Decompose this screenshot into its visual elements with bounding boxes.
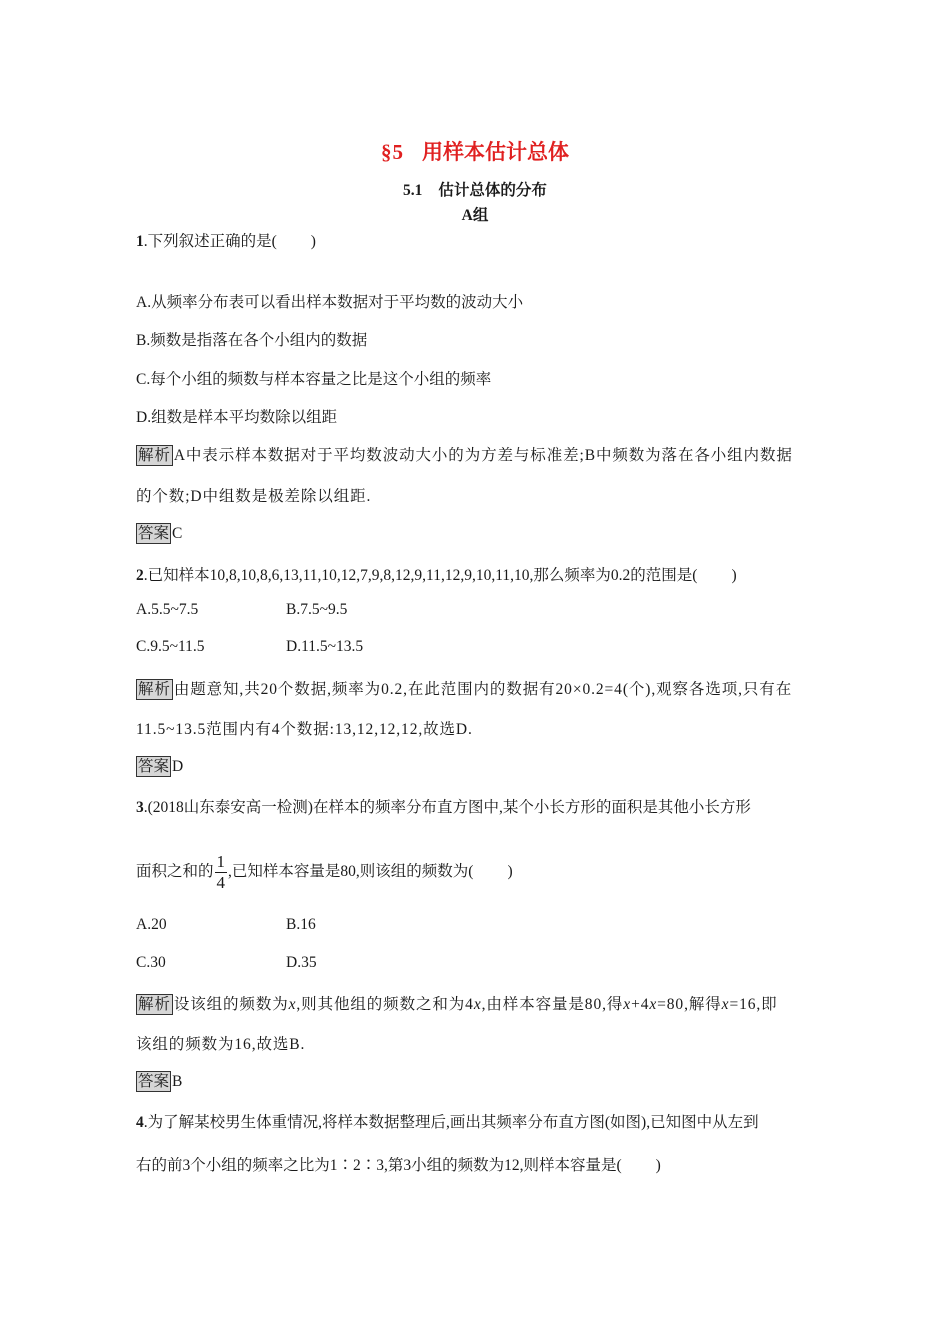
question-1-stem <box>136 229 316 251</box>
group-label: A组 <box>461 207 489 224</box>
paren-close: ) <box>507 863 513 881</box>
fraction-numerator: 1 <box>216 852 226 871</box>
analysis-label: 解析 <box>138 447 171 464</box>
analysis-label: 解析 <box>138 681 171 698</box>
answer-label: 答案 <box>138 758 170 775</box>
question-3-answer <box>136 1071 182 1092</box>
solution-text: 由题意知,共20个数据,频率为0.2,在此范围内的数据有20×0.2=4(个),观察各选项,只有在 <box>173 681 793 698</box>
variable-x: x <box>473 996 482 1013</box>
question-4-text: .为了解某校男生体重情况,将样本数据整理后,画出其频率分布直方图(如图),已知图中从左到 <box>143 1114 759 1131</box>
section-number: §5 <box>381 140 404 164</box>
solution-text: =80,解得 <box>657 996 722 1013</box>
question-1-solution-line-1 <box>136 443 793 466</box>
variable-x: x <box>623 996 632 1013</box>
paren-close: ) <box>731 567 737 584</box>
question-2-stem <box>136 563 737 585</box>
section-title: 用样本估计总体 <box>422 140 569 164</box>
variable-x: x <box>649 996 658 1013</box>
paren-close: ) <box>655 1157 661 1174</box>
question-3-text: ,已知样本容量是80,则该组的频数为( <box>228 863 474 881</box>
question-1-number: 1 <box>136 233 144 250</box>
question-2-solution-line-1 <box>136 677 792 700</box>
question-2-option-a: A.5.5~7.5 <box>136 601 199 618</box>
answer-value: B <box>172 1073 183 1090</box>
question-3-text: 面积之和的 <box>136 863 214 881</box>
question-4-number: 4 <box>136 1114 144 1131</box>
question-1-option-c: C.每个小组的频数与样本容量之比是这个小组的频率 <box>136 371 492 388</box>
solution-text: ,则其他组的频数之和为4 <box>296 996 474 1013</box>
question-4-stem-line-2 <box>136 1153 661 1175</box>
question-4-stem-line-1 <box>136 1110 759 1132</box>
answer-value: C <box>172 525 183 542</box>
question-3-text: .(2018山东泰安高一检测)在样本的频率分布直方图中,某个小长方形的面积是其他小长方形 <box>143 799 751 816</box>
solution-text: +4 <box>631 996 650 1013</box>
variable-x: x <box>288 996 297 1013</box>
answer-label: 答案 <box>138 525 170 542</box>
question-2-solution-line-2: 11.5~13.5范围内有4个数据:13,12,12,12,故选D. <box>136 721 473 738</box>
subsection-number: 5.1 <box>403 182 423 199</box>
question-1-option-b: B.频数是指落在各个小组内的数据 <box>136 332 368 349</box>
solution-text: A中表示样本数据对于平均数波动大小的为方差与标准差;B中频数为落在各小组内数据 <box>173 447 793 464</box>
question-4-text: 右的前3个小组的频率之比为1∶2∶3,第3小组的频数为12,则样本容量是( <box>136 1157 622 1174</box>
fraction-denominator: 4 <box>216 873 226 892</box>
question-2-text: .已知样本10,8,10,8,6,13,11,10,12,7,9,8,12,9,11,12,9,10,11,10,那么频率为0.2的范围是( <box>143 567 698 584</box>
question-2-answer <box>136 756 183 777</box>
question-3-stem-line-1 <box>136 795 751 817</box>
paren-close: ) <box>310 233 316 250</box>
subsection-text: 估计总体的分布 <box>438 182 547 199</box>
question-1-solution-line-2: 的个数;D中组数是极差除以组距. <box>136 488 372 505</box>
question-1-option-d: D.组数是样本平均数除以组距 <box>136 409 338 426</box>
question-1-answer <box>136 523 182 544</box>
question-3-number: 3 <box>136 799 144 816</box>
question-1-text: .下列叙述正确的是( <box>143 233 277 250</box>
page-title <box>0 136 950 166</box>
solution-text: =16,即 <box>729 996 778 1013</box>
fraction <box>215 852 228 893</box>
question-3-solution-line-1 <box>136 992 778 1015</box>
question-2-option-b: B.7.5~9.5 <box>286 601 348 618</box>
question-3-stem-line-2 <box>136 852 513 893</box>
question-3-option-a: A.20 <box>136 916 167 933</box>
variable-x: x <box>721 996 730 1013</box>
question-1-option-a: A.从频率分布表可以看出样本数据对于平均数的波动大小 <box>136 294 524 311</box>
question-3-option-d: D.35 <box>286 954 317 971</box>
subsection-title <box>0 178 950 200</box>
solution-text: ,由样本容量是80,得 <box>481 996 624 1013</box>
solution-text: 设该组的频数为 <box>173 996 289 1013</box>
question-2-number: 2 <box>136 567 144 584</box>
question-3-option-b: B.16 <box>286 916 316 933</box>
question-2-option-d: D.11.5~13.5 <box>286 638 364 655</box>
question-3-option-c: C.30 <box>136 954 166 971</box>
answer-label: 答案 <box>138 1073 170 1090</box>
answer-value: D <box>172 758 184 775</box>
question-3-solution-line-2: 该组的频数为16,故选B. <box>136 1036 306 1053</box>
analysis-label: 解析 <box>138 996 171 1013</box>
question-2-option-c: C.9.5~11.5 <box>136 638 205 655</box>
